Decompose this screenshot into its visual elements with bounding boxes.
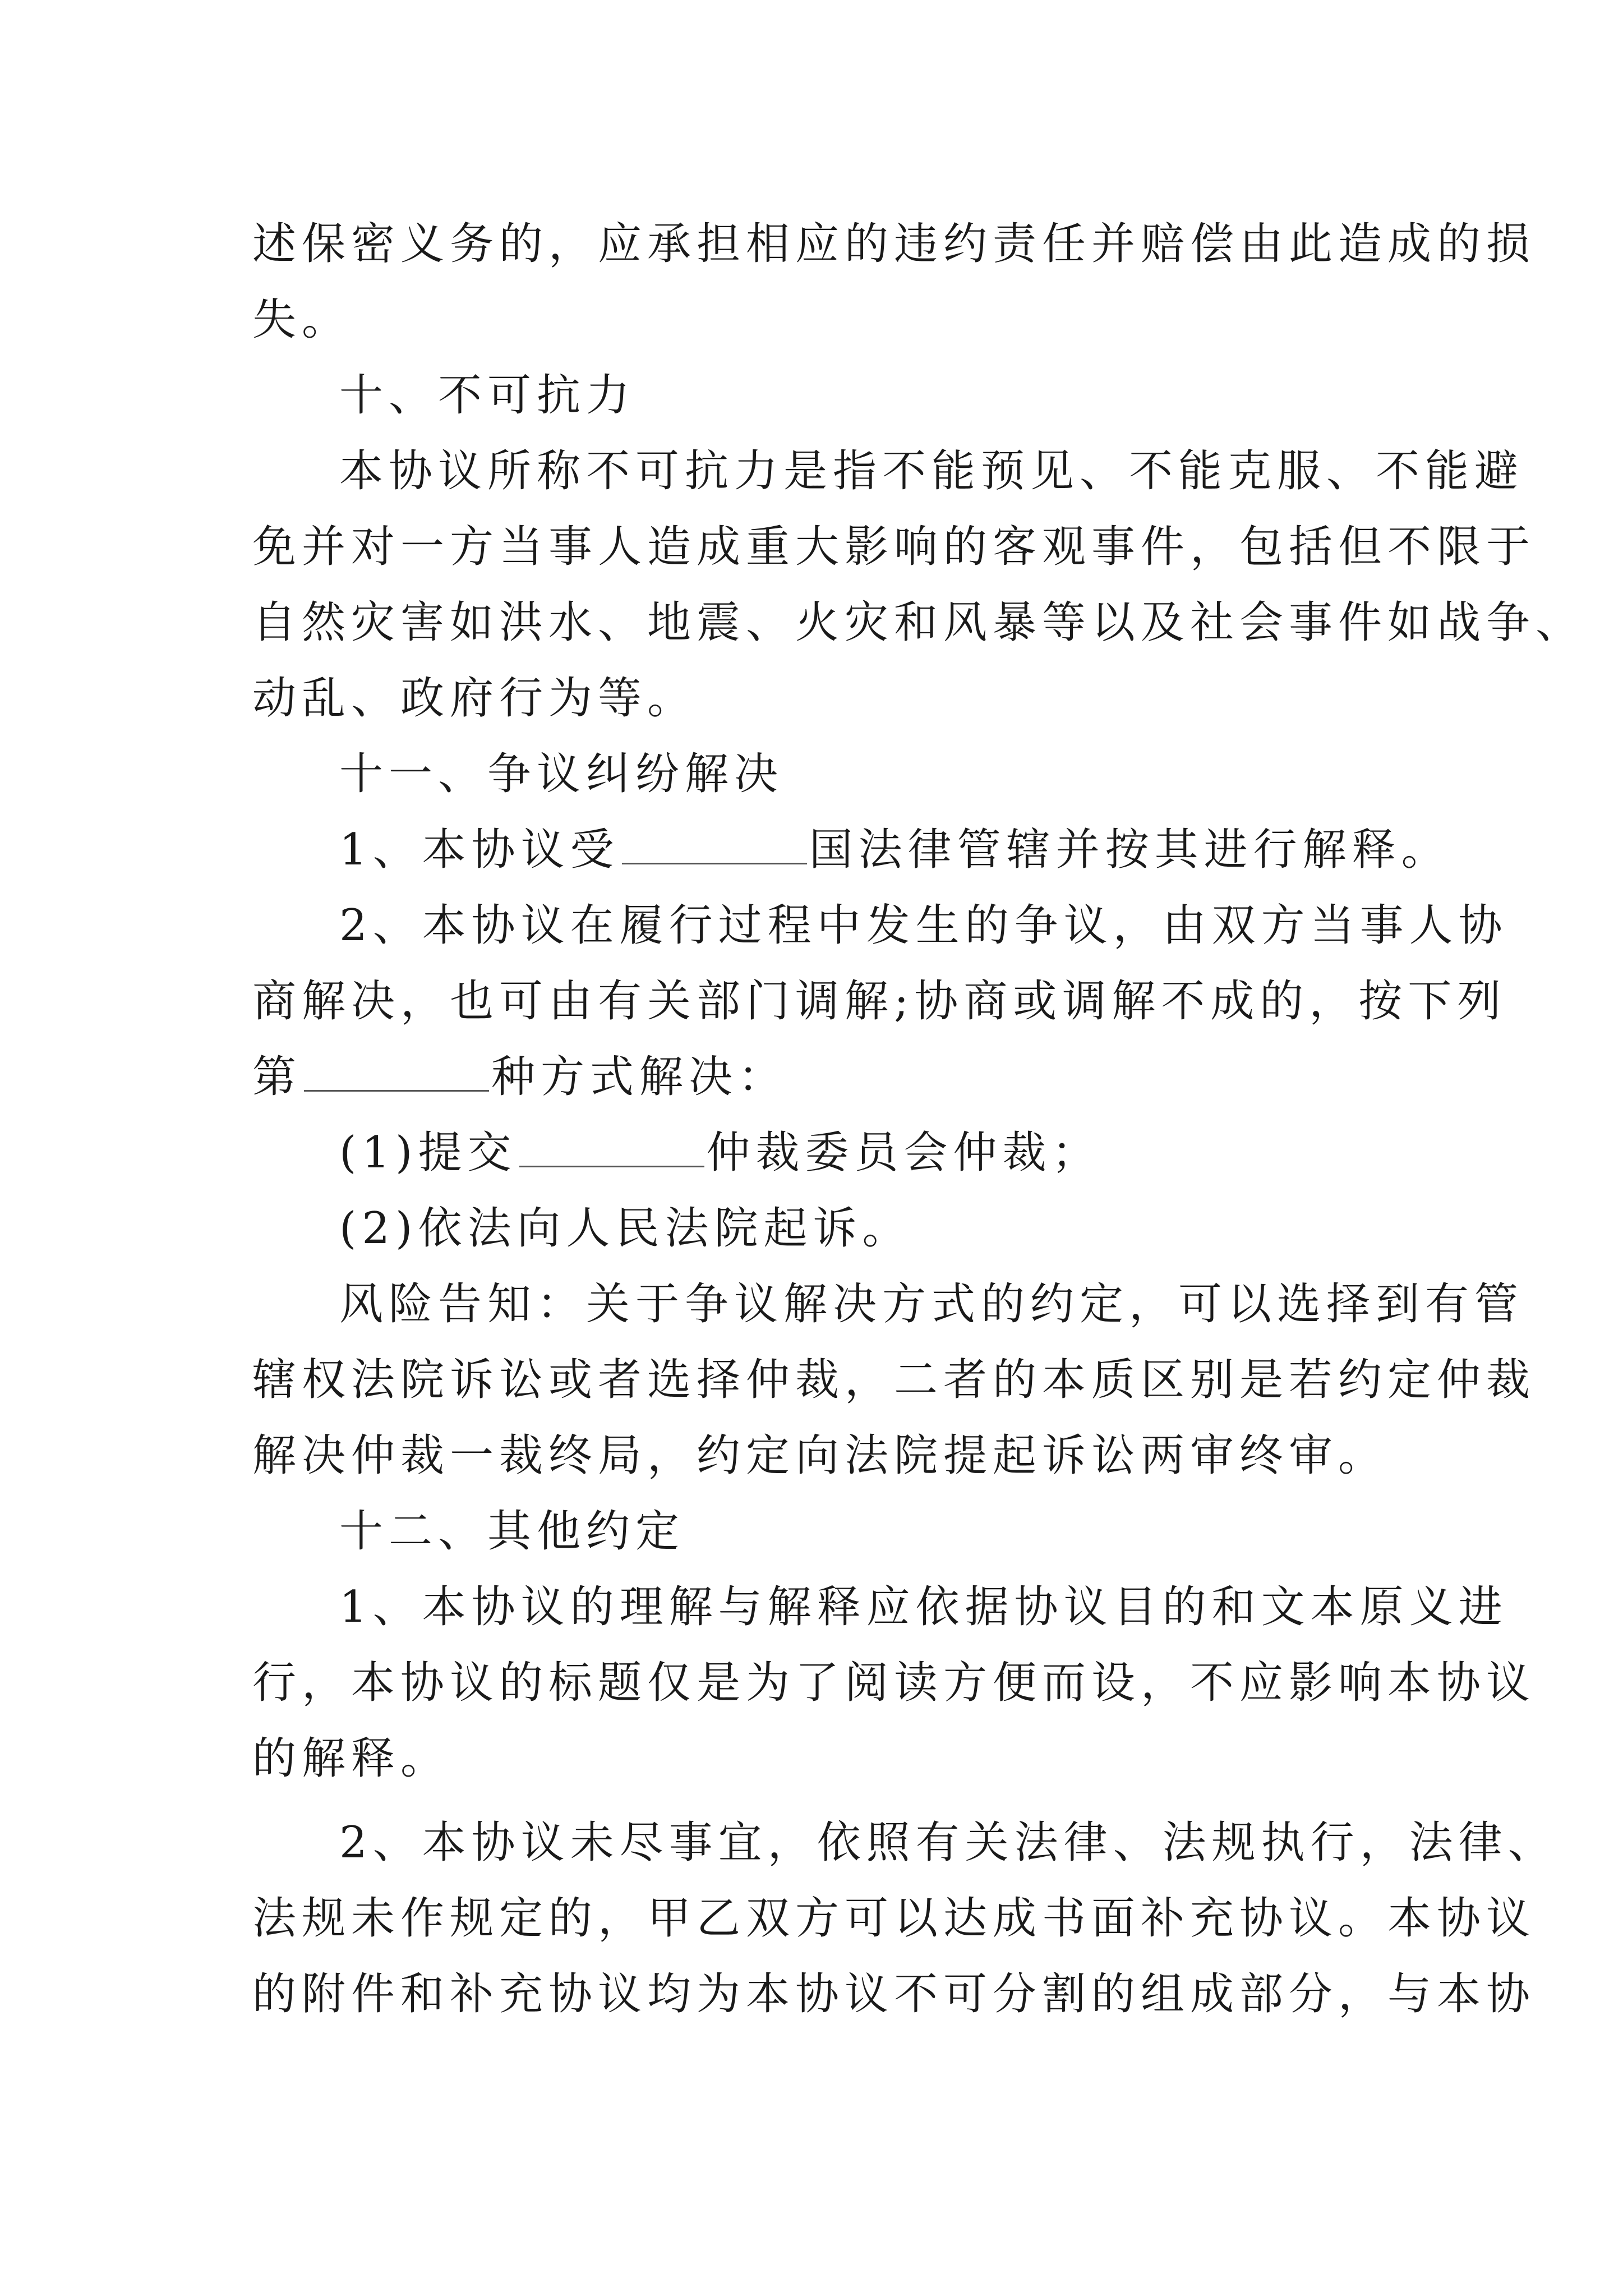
text-line: 免并对一方当事人造成重大影响的客观事件，包括但不限于 <box>252 522 1536 572</box>
text-line: 解决仲裁一裁终局，约定向法院提起诉讼两审终审。 <box>252 1430 1388 1481</box>
text-segment: (1)提交 <box>339 1128 517 1178</box>
text-line: 2、本协议未尽事宜，依照有关法律、法规执行，法律、 <box>339 1818 1557 1868</box>
section-heading: 十、不可抗力 <box>339 370 636 421</box>
text-line: 风险告知：关于争议解决方式的约定，可以选择到有管 <box>339 1279 1524 1329</box>
fill-in-blank <box>519 1130 704 1167</box>
fill-in-blank <box>304 1054 489 1092</box>
text-line: 1、本协议的理解与解释应依据协议目的和文本原义进 <box>339 1582 1508 1632</box>
text-line: 的解释。 <box>252 1733 450 1784</box>
text-line: 辖权法院诉讼或者选择仲裁，二者的本质区别是若约定仲裁 <box>252 1355 1536 1405</box>
section-heading: 十二、其他约定 <box>339 1506 685 1557</box>
text-line-with-blank <box>252 1043 787 1111</box>
text-line: (2)依法向人民法院起诉。 <box>339 1203 912 1254</box>
text-line-with-blank <box>339 816 1451 884</box>
text-segment: 仲裁委员会仲裁； <box>706 1128 1101 1178</box>
text-segment: 第 <box>252 1052 302 1102</box>
text-line: 自然灾害如洪水、地震、火灾和风暴等以及社会事件如战争、 <box>252 597 1585 648</box>
text-line: 2、本协议在履行过程中发生的争议，由双方当事人协 <box>339 900 1508 951</box>
text-line: 行，本协议的标题仅是为了阅读方便而设，不应影响本协议 <box>252 1658 1536 1708</box>
text-segment: 种方式解决： <box>491 1052 788 1102</box>
text-line: 法规未作规定的，甲乙双方可以达成书面补充协议。本协议 <box>252 1893 1536 1944</box>
text-line-with-blank <box>339 1119 1101 1186</box>
text-segment: 国法律管辖并按其进行解释。 <box>809 825 1451 875</box>
text-line: 动乱、政府行为等。 <box>252 673 697 724</box>
fill-in-blank <box>622 827 807 864</box>
text-segment: 1、本协议受 <box>339 825 620 875</box>
text-line: 本协议所称不可抗力是指不能预见、不能克服、不能避 <box>339 446 1524 496</box>
text-line: 商解决，也可由有关部门调解;协商或调解不成的，按下列 <box>252 976 1507 1027</box>
text-line: 述保密义务的，应承担相应的违约责任并赔偿由此造成的损 <box>252 219 1536 269</box>
text-line: 的附件和补充协议均为本协议不可分割的组成部分，与本协 <box>252 1969 1536 2019</box>
section-heading: 十一、争议纠纷解决 <box>339 749 784 799</box>
text-line: 失。 <box>252 295 352 345</box>
